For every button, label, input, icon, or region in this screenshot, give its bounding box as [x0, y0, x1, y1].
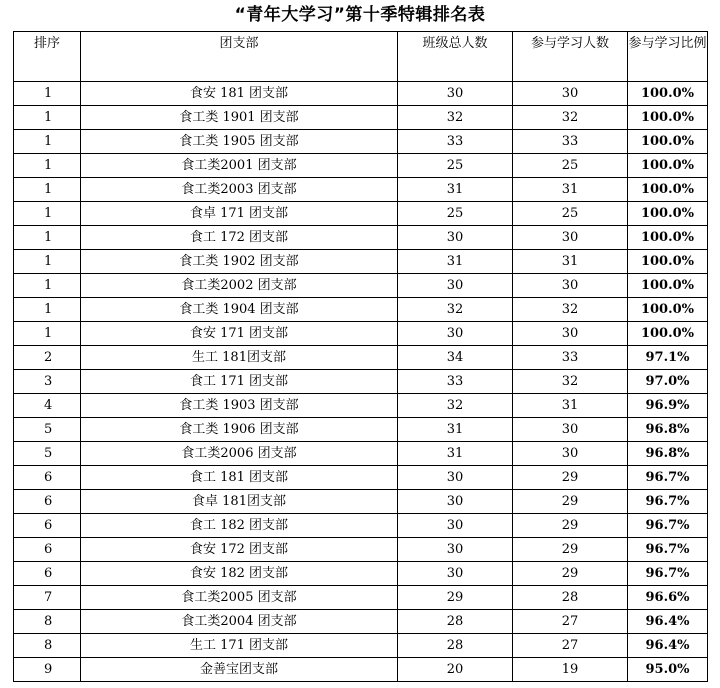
- cell-participants: 27: [513, 634, 628, 658]
- cell-participants: 30: [513, 82, 628, 106]
- table-row: [14, 562, 708, 586]
- cell-rate: 100.0%: [628, 322, 708, 346]
- cell-rank: 6: [14, 490, 81, 514]
- header-name: 团支部: [81, 32, 398, 82]
- cell-participants: 29: [513, 490, 628, 514]
- cell-rate: 100.0%: [628, 178, 708, 202]
- cell-participants: 32: [513, 106, 628, 130]
- cell-total: 31: [398, 442, 513, 466]
- table-row: [14, 538, 708, 562]
- cell-total: 28: [398, 610, 513, 634]
- cell-rank: 1: [14, 130, 81, 154]
- cell-name: 食工类 1903 团支部: [81, 394, 398, 418]
- table-row: [14, 298, 708, 322]
- table-row: [14, 130, 708, 154]
- cell-rate: 96.4%: [628, 634, 708, 658]
- cell-name: 食卓 181团支部: [81, 490, 398, 514]
- table-row: [14, 202, 708, 226]
- ranking-table: [13, 31, 708, 682]
- table-row: [14, 490, 708, 514]
- cell-rank: 1: [14, 298, 81, 322]
- table-row: [14, 370, 708, 394]
- cell-rate: 96.9%: [628, 394, 708, 418]
- table-row: [14, 418, 708, 442]
- cell-name: 食工类 1905 团支部: [81, 130, 398, 154]
- cell-participants: 32: [513, 370, 628, 394]
- cell-rate: 97.1%: [628, 346, 708, 370]
- table-row: [14, 610, 708, 634]
- cell-name: 食工 181 团支部: [81, 466, 398, 490]
- cell-total: 32: [398, 106, 513, 130]
- cell-participants: 30: [513, 226, 628, 250]
- cell-rate: 100.0%: [628, 298, 708, 322]
- cell-total: 25: [398, 202, 513, 226]
- cell-rank: 4: [14, 394, 81, 418]
- cell-rank: 6: [14, 538, 81, 562]
- cell-rate: 96.8%: [628, 442, 708, 466]
- cell-name: 食工 182 团支部: [81, 514, 398, 538]
- cell-participants: 31: [513, 394, 628, 418]
- cell-rate: 100.0%: [628, 130, 708, 154]
- cell-rank: 1: [14, 274, 81, 298]
- cell-name: 食卓 171 团支部: [81, 202, 398, 226]
- cell-participants: 31: [513, 250, 628, 274]
- cell-rate: 95.0%: [628, 658, 708, 682]
- cell-name: 食工类 1901 团支部: [81, 106, 398, 130]
- cell-total: 32: [398, 394, 513, 418]
- cell-participants: 30: [513, 418, 628, 442]
- cell-rate: 96.8%: [628, 418, 708, 442]
- cell-total: 30: [398, 490, 513, 514]
- cell-total: 33: [398, 370, 513, 394]
- cell-rank: 6: [14, 514, 81, 538]
- cell-name: 食安 171 团支部: [81, 322, 398, 346]
- cell-rate: 100.0%: [628, 154, 708, 178]
- cell-participants: 30: [513, 442, 628, 466]
- cell-name: 食工类 1902 团支部: [81, 250, 398, 274]
- cell-rate: 96.4%: [628, 610, 708, 634]
- cell-name: 生工 171 团支部: [81, 634, 398, 658]
- table-row: [14, 442, 708, 466]
- cell-name: 食工类2004 团支部: [81, 610, 398, 634]
- cell-name: 食工类2006 团支部: [81, 442, 398, 466]
- cell-total: 32: [398, 298, 513, 322]
- header-total: 班级总人数: [398, 32, 513, 82]
- cell-rate: 100.0%: [628, 274, 708, 298]
- cell-rate: 96.7%: [628, 514, 708, 538]
- cell-total: 30: [398, 562, 513, 586]
- cell-participants: 25: [513, 202, 628, 226]
- cell-rank: 1: [14, 226, 81, 250]
- cell-participants: 33: [513, 346, 628, 370]
- cell-total: 30: [398, 538, 513, 562]
- table-row: [14, 178, 708, 202]
- cell-rank: 8: [14, 634, 81, 658]
- cell-name: 金善宝团支部: [81, 658, 398, 682]
- cell-rate: 100.0%: [628, 82, 708, 106]
- cell-total: 28: [398, 634, 513, 658]
- cell-total: 29: [398, 586, 513, 610]
- cell-participants: 30: [513, 274, 628, 298]
- cell-name: 食工类 1906 团支部: [81, 418, 398, 442]
- cell-rank: 5: [14, 442, 81, 466]
- cell-rank: 1: [14, 82, 81, 106]
- table-body: [14, 82, 708, 682]
- cell-rank: 9: [14, 658, 81, 682]
- cell-participants: 29: [513, 538, 628, 562]
- cell-name: 食安 182 团支部: [81, 562, 398, 586]
- cell-rate: 96.7%: [628, 466, 708, 490]
- header-participants: 参与学习人数: [513, 32, 628, 82]
- cell-total: 31: [398, 178, 513, 202]
- cell-name: 食工 172 团支部: [81, 226, 398, 250]
- cell-rate: 100.0%: [628, 250, 708, 274]
- cell-participants: 27: [513, 610, 628, 634]
- cell-total: 31: [398, 418, 513, 442]
- cell-name: 食工类2005 团支部: [81, 586, 398, 610]
- cell-name: 食工类2003 团支部: [81, 178, 398, 202]
- cell-participants: 28: [513, 586, 628, 610]
- cell-total: 33: [398, 130, 513, 154]
- cell-total: 30: [398, 466, 513, 490]
- cell-rank: 1: [14, 322, 81, 346]
- cell-rate: 96.7%: [628, 562, 708, 586]
- cell-rank: 6: [14, 562, 81, 586]
- table-row: [14, 82, 708, 106]
- cell-participants: 30: [513, 322, 628, 346]
- cell-rate: 97.0%: [628, 370, 708, 394]
- table-row: [14, 634, 708, 658]
- table-row: [14, 466, 708, 490]
- cell-rate: 100.0%: [628, 226, 708, 250]
- cell-total: 30: [398, 226, 513, 250]
- table-row: [14, 106, 708, 130]
- cell-rank: 1: [14, 106, 81, 130]
- cell-participants: 29: [513, 466, 628, 490]
- cell-participants: 29: [513, 562, 628, 586]
- table-row: [14, 154, 708, 178]
- cell-participants: 31: [513, 178, 628, 202]
- cell-name: 食工类 1904 团支部: [81, 298, 398, 322]
- table-row: [14, 322, 708, 346]
- cell-participants: 33: [513, 130, 628, 154]
- cell-name: 食安 181 团支部: [81, 82, 398, 106]
- cell-name: 生工 181团支部: [81, 346, 398, 370]
- cell-rate: 96.7%: [628, 490, 708, 514]
- cell-participants: 25: [513, 154, 628, 178]
- table-row: [14, 346, 708, 370]
- table-row: [14, 394, 708, 418]
- cell-rank: 7: [14, 586, 81, 610]
- header-rank: 排序: [14, 32, 81, 82]
- cell-rate: 96.7%: [628, 538, 708, 562]
- page-title: “青年大学习”第十季特辑排名表: [234, 5, 486, 25]
- table-row: [14, 658, 708, 682]
- cell-rank: 1: [14, 178, 81, 202]
- cell-total: 25: [398, 154, 513, 178]
- cell-rank: 1: [14, 250, 81, 274]
- cell-rank: 5: [14, 418, 81, 442]
- cell-name: 食工 171 团支部: [81, 370, 398, 394]
- cell-total: 30: [398, 82, 513, 106]
- cell-participants: 32: [513, 298, 628, 322]
- table-row: [14, 274, 708, 298]
- cell-rank: 1: [14, 154, 81, 178]
- cell-name: 食工类2001 团支部: [81, 154, 398, 178]
- cell-rank: 6: [14, 466, 81, 490]
- cell-participants: 19: [513, 658, 628, 682]
- cell-rate: 100.0%: [628, 106, 708, 130]
- cell-total: 20: [398, 658, 513, 682]
- cell-participants: 29: [513, 514, 628, 538]
- cell-rate: 96.6%: [628, 586, 708, 610]
- table-row: [14, 226, 708, 250]
- header-row: [14, 32, 708, 82]
- cell-total: 31: [398, 250, 513, 274]
- table-row: [14, 586, 708, 610]
- cell-total: 30: [398, 514, 513, 538]
- table-row: [14, 514, 708, 538]
- cell-rank: 1: [14, 202, 81, 226]
- cell-total: 30: [398, 274, 513, 298]
- header-rate: 参与学习比例: [628, 32, 708, 82]
- cell-name: 食安 172 团支部: [81, 538, 398, 562]
- cell-total: 30: [398, 322, 513, 346]
- cell-rate: 100.0%: [628, 202, 708, 226]
- cell-rank: 3: [14, 370, 81, 394]
- cell-total: 34: [398, 346, 513, 370]
- cell-name: 食工类2002 团支部: [81, 274, 398, 298]
- cell-rank: 8: [14, 610, 81, 634]
- cell-rank: 2: [14, 346, 81, 370]
- table-row: [14, 250, 708, 274]
